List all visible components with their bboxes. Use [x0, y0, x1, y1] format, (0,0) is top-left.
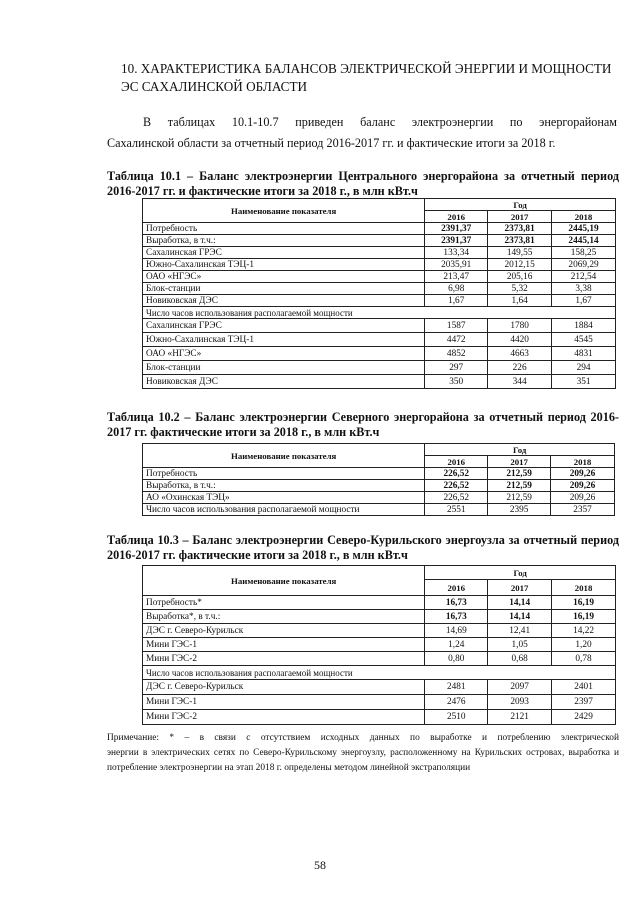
- row-value: 14,69: [425, 624, 488, 638]
- row-value: 2429: [552, 710, 616, 725]
- table-row: [143, 610, 616, 624]
- row-value: 350: [425, 375, 488, 389]
- row-value: 3,38: [552, 283, 616, 295]
- row-value: 2510: [425, 710, 488, 725]
- table-1-body: [143, 223, 616, 389]
- row-value: 2445,14: [552, 235, 616, 247]
- row-value: 4545: [552, 333, 616, 347]
- row-value: 4420: [488, 333, 552, 347]
- row-value: 133,34: [425, 247, 488, 259]
- row-value: 158,25: [552, 247, 616, 259]
- row-value: 351: [552, 375, 616, 389]
- row-value: 149,55: [488, 247, 552, 259]
- row-value: 209,26: [551, 492, 615, 504]
- table-row: [143, 271, 616, 283]
- row-value: 213,47: [425, 271, 488, 283]
- note-line-1: Примечание: * – в связи с отсутствием исходных данных по выработке и потреблению электрической: [107, 733, 619, 743]
- row-value: 4852: [425, 347, 488, 361]
- row-label: Мини ГЭС-1: [143, 695, 425, 710]
- table-row: [143, 259, 616, 271]
- row-value: 14,14: [488, 596, 552, 610]
- row-value: 4831: [552, 347, 616, 361]
- row-value: 2373,81: [488, 235, 552, 247]
- row-value: 12,41: [488, 624, 552, 638]
- row-value: 1587: [425, 319, 488, 333]
- row-value: 2121: [488, 710, 552, 725]
- row-value: 2395: [488, 504, 551, 516]
- hours-row: [143, 319, 616, 333]
- row-label: Южно-Сахалинская ТЭЦ-1: [143, 259, 425, 271]
- row-label: Сахалинская ГРЭС: [143, 319, 425, 333]
- row-value: 5,32: [488, 283, 552, 295]
- hours-row: [143, 361, 616, 375]
- table-2-col-name: Наименование показателя: [143, 444, 425, 468]
- row-value: 226: [488, 361, 552, 375]
- row-label: ОАО «НГЭС»: [143, 347, 425, 361]
- row-label: Сахалинская ГРЭС: [143, 247, 425, 259]
- section-label-row: [143, 666, 616, 680]
- year-header: 2017: [488, 456, 551, 468]
- row-label: Новиковская ДЭС: [143, 375, 425, 389]
- row-value: 0,68: [488, 652, 552, 666]
- row-value: 1884: [552, 319, 616, 333]
- table-row: [143, 596, 616, 610]
- row-label: АО «Охинская ТЭЦ»: [143, 492, 425, 504]
- year-header: 2016: [425, 211, 488, 223]
- table-3-col-year: Год: [425, 566, 616, 580]
- table-row: [143, 624, 616, 638]
- row-value: 2397: [552, 695, 616, 710]
- row-value: 1,24: [425, 638, 488, 652]
- row-value: 2035,91: [425, 259, 488, 271]
- row-value: 1,20: [552, 638, 616, 652]
- table-row: [143, 480, 615, 492]
- table-row: [143, 492, 615, 504]
- table-row: [143, 247, 616, 259]
- row-value: 2551: [425, 504, 488, 516]
- row-label: Потребность*: [143, 596, 425, 610]
- row-value: 2391,37: [425, 223, 488, 235]
- table-row: [143, 468, 615, 480]
- table-row: [143, 283, 616, 295]
- row-label: Новиковская ДЭС: [143, 295, 425, 307]
- table-1: [142, 198, 616, 389]
- row-value: 1780: [488, 319, 552, 333]
- table-row: [143, 295, 616, 307]
- row-value: 4472: [425, 333, 488, 347]
- row-value: 2445,19: [552, 223, 616, 235]
- table-2-col-year: Год: [425, 444, 615, 456]
- table-2-caption: Таблица 10.2 – Баланс электроэнергии Северного энергорайона за отчетный период 2016-2017 гг. фактические итоги за 2018 г., в млн кВт.ч: [107, 410, 619, 439]
- row-value: 1,67: [552, 295, 616, 307]
- row-value: 212,59: [488, 468, 551, 480]
- row-value: 226,52: [425, 492, 488, 504]
- section-label: Число часов использования располагаемой мощности: [143, 666, 616, 680]
- section-heading: 10. ХАРАКТЕРИСТИКА БАЛАНСОВ ЭЛЕКТРИЧЕСКОЙ ЭНЕРГИИ И МОЩНОСТИ ЭС САХАЛИНСКОЙ ОБЛАСТИ: [121, 61, 612, 94]
- hours-row: [143, 347, 616, 361]
- hours-row: [143, 680, 616, 695]
- row-label: Мини ГЭС-2: [143, 652, 425, 666]
- table-3-body: [143, 596, 616, 725]
- row-value: 2069,29: [552, 259, 616, 271]
- row-value: 2357: [551, 504, 615, 516]
- row-label: Мини ГЭС-2: [143, 710, 425, 725]
- row-value: 344: [488, 375, 552, 389]
- table-3-caption: Таблица 10.3 – Баланс электроэнергии Северо-Курильского энергоузла за отчетный период 2016-2017 гг. фактические итоги за 2018 г., в млн кВт.ч: [107, 533, 619, 562]
- row-value: 1,05: [488, 638, 552, 652]
- year-header: 2018: [552, 211, 616, 223]
- row-value: 16,19: [552, 596, 616, 610]
- row-value: 212,59: [488, 492, 551, 504]
- row-label: Число часов использования располагаемой мощности: [143, 504, 425, 516]
- row-value: 205,16: [488, 271, 552, 283]
- row-label: Южно-Сахалинская ТЭЦ-1: [143, 333, 425, 347]
- hours-row: [143, 333, 616, 347]
- table-3-col-name: Наименование показателя: [143, 566, 425, 596]
- row-label: ОАО «НГЭС»: [143, 271, 425, 283]
- table-3: [142, 565, 616, 725]
- row-value: 0,78: [552, 652, 616, 666]
- hours-row: [143, 504, 615, 516]
- page-number: 58: [314, 858, 326, 872]
- row-value: 2097: [488, 680, 552, 695]
- row-value: 16,73: [425, 596, 488, 610]
- row-label: Мини ГЭС-1: [143, 638, 425, 652]
- table-row: [143, 652, 616, 666]
- row-label: Выработка, в т.ч.:: [143, 235, 425, 247]
- row-value: 6,98: [425, 283, 488, 295]
- row-value: 226,52: [425, 468, 488, 480]
- row-label: Выработка, в т.ч.:: [143, 480, 425, 492]
- row-value: 16,19: [552, 610, 616, 624]
- row-value: 294: [552, 361, 616, 375]
- row-label: Потребность: [143, 468, 425, 480]
- table-row: [143, 223, 616, 235]
- table-2: [142, 443, 615, 516]
- row-value: 2476: [425, 695, 488, 710]
- row-value: 212,59: [488, 480, 551, 492]
- section-label-row: [143, 307, 616, 319]
- table-row: [143, 235, 616, 247]
- note-rest: энергии в электрических сетях по Северо-Курильскому энергоузлу, расположенному на Курильских островах, выработка и потребление электроэнергии на этап 2018 г. определены методом линейной экстраполяции: [107, 748, 619, 773]
- table-1-col-name: Наименование показателя: [143, 199, 425, 223]
- row-value: 209,26: [551, 468, 615, 480]
- row-label: ДЭС г. Северо-Курильск: [143, 624, 425, 638]
- row-label: Блок-станции: [143, 361, 425, 375]
- intro-line-1: В таблицах 10.1-10.7 приведен баланс электроэнергии по энергорайонам: [143, 115, 617, 129]
- row-value: 2391,37: [425, 235, 488, 247]
- hours-row: [143, 695, 616, 710]
- hours-row: [143, 375, 616, 389]
- table-1-caption: Таблица 10.1 – Баланс электроэнергии Центрального энергорайона за отчетный период 2016-2017 гг. и фактические итоги за 2018 г., в млн кВт.ч: [107, 169, 619, 198]
- row-label: Выработка*, в т.ч.:: [143, 610, 425, 624]
- row-value: 14,22: [552, 624, 616, 638]
- row-value: 1,64: [488, 295, 552, 307]
- year-header: 2016: [425, 580, 488, 596]
- row-label: Блок-станции: [143, 283, 425, 295]
- year-header: 2017: [488, 580, 552, 596]
- year-header: 2018: [552, 580, 616, 596]
- row-value: 2401: [552, 680, 616, 695]
- row-label: ДЭС г. Северо-Курильск: [143, 680, 425, 695]
- row-value: 16,73: [425, 610, 488, 624]
- year-header: 2018: [551, 456, 615, 468]
- row-value: 226,52: [425, 480, 488, 492]
- row-value: 2481: [425, 680, 488, 695]
- section-label: Число часов использования располагаемой мощности: [143, 307, 616, 319]
- row-value: 2373,81: [488, 223, 552, 235]
- table-2-body: [143, 468, 615, 516]
- intro-paragraph: [107, 112, 617, 154]
- table-note: [107, 731, 619, 776]
- table-1-col-year: Год: [425, 199, 616, 211]
- row-value: 2012,15: [488, 259, 552, 271]
- hours-row: [143, 710, 616, 725]
- year-header: 2017: [488, 211, 552, 223]
- row-value: 14,14: [488, 610, 552, 624]
- row-value: 1,67: [425, 295, 488, 307]
- row-value: 0,80: [425, 652, 488, 666]
- row-value: 297: [425, 361, 488, 375]
- row-value: 2093: [488, 695, 552, 710]
- intro-line-2: Сахалинской области за отчетный период 2016-2017 гг. и фактические итоги за 2018 г.: [107, 136, 556, 150]
- row-value: 209,26: [551, 480, 615, 492]
- row-value: 212,54: [552, 271, 616, 283]
- table-row: [143, 638, 616, 652]
- year-header: 2016: [425, 456, 488, 468]
- row-value: 4663: [488, 347, 552, 361]
- row-label: Потребность: [143, 223, 425, 235]
